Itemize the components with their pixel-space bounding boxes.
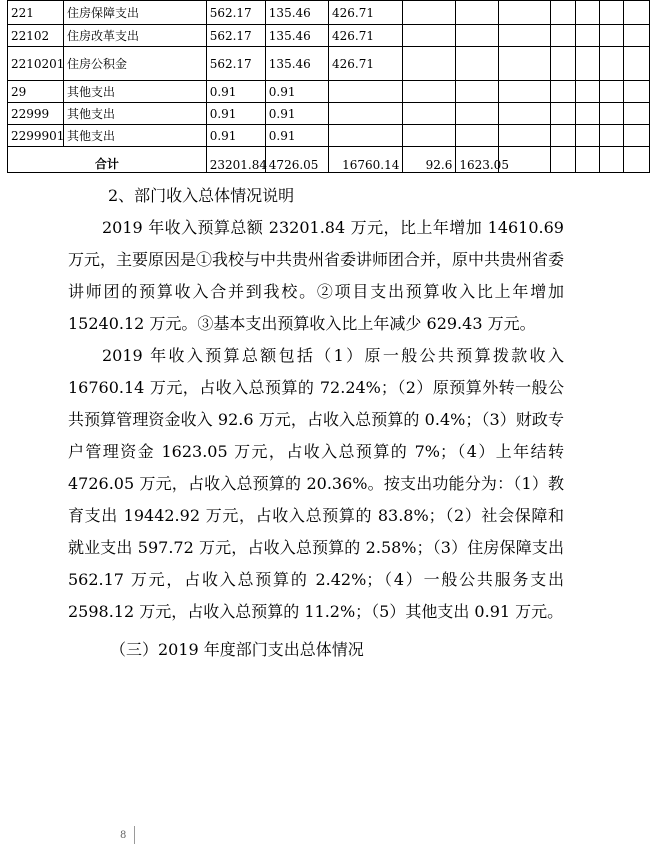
general-budget-cell: 16760.14 — [328, 147, 402, 173]
empty-cell — [624, 147, 650, 173]
general-budget-cell: 426.71 — [328, 25, 402, 47]
table-row — [8, 125, 650, 147]
carryover-cell: 0.91 — [265, 81, 328, 103]
special-fund-cell — [456, 125, 499, 147]
empty-cell — [499, 81, 551, 103]
total-income-cell: 562.17 — [206, 47, 265, 81]
carryover-cell: 135.46 — [265, 1, 328, 25]
extra-budget-cell — [403, 1, 456, 25]
subject-code-cell: 221 — [8, 1, 64, 25]
table-body — [8, 1, 650, 173]
table-row — [8, 103, 650, 125]
general-budget-cell — [328, 103, 402, 125]
empty-cell — [600, 47, 624, 81]
special-fund-cell — [456, 47, 499, 81]
table-row — [8, 81, 650, 103]
empty-cell — [575, 81, 599, 103]
empty-cell — [624, 1, 650, 25]
extra-budget-cell: 92.6 — [403, 147, 456, 173]
special-fund-cell — [456, 25, 499, 47]
subject-code-cell: 2299901 — [8, 125, 64, 147]
special-fund-cell — [456, 1, 499, 25]
total-income-cell: 0.91 — [206, 81, 265, 103]
total-income-cell: 562.17 — [206, 1, 265, 25]
total-income-cell: 23201.84 — [206, 147, 265, 173]
total-income-cell: 0.91 — [206, 125, 265, 147]
budget-table-container — [7, 0, 650, 173]
total-income-cell: 0.91 — [206, 103, 265, 125]
empty-cell — [624, 81, 650, 103]
section-heading: 2、部门收入总体情况说明 — [108, 186, 295, 205]
document-body — [68, 180, 564, 666]
empty-cell — [575, 47, 599, 81]
page-number: 8 — [120, 829, 127, 841]
budget-table — [7, 0, 650, 173]
empty-cell — [499, 47, 551, 81]
subject-code-cell: 22999 — [8, 103, 64, 125]
empty-cell — [600, 103, 624, 125]
extra-budget-cell — [403, 125, 456, 147]
general-budget-cell — [328, 125, 402, 147]
extra-budget-cell — [403, 25, 456, 47]
special-fund-cell — [456, 81, 499, 103]
empty-cell — [600, 125, 624, 147]
subject-name-cell: 住房改革支出 — [64, 25, 207, 47]
empty-cell — [499, 125, 551, 147]
empty-cell — [551, 147, 575, 173]
empty-cell — [551, 25, 575, 47]
empty-cell — [600, 81, 624, 103]
subject-code-cell: 2210201 — [8, 47, 64, 81]
subject-name-cell: 其他支出 — [64, 103, 207, 125]
subject-name-cell: 住房公积金 — [64, 47, 207, 81]
general-budget-cell: 426.71 — [328, 47, 402, 81]
total-label-cell: 合计 — [8, 147, 207, 173]
empty-cell — [551, 103, 575, 125]
extra-budget-cell — [403, 47, 456, 81]
extra-budget-cell — [403, 103, 456, 125]
page-footer — [120, 826, 135, 844]
subject-name-cell: 住房保障支出 — [64, 1, 207, 25]
general-budget-cell: 426.71 — [328, 1, 402, 25]
empty-cell — [551, 1, 575, 25]
empty-cell — [575, 103, 599, 125]
empty-cell — [575, 125, 599, 147]
empty-cell — [575, 1, 599, 25]
table-row — [8, 1, 650, 25]
extra-budget-cell — [403, 81, 456, 103]
empty-cell — [600, 25, 624, 47]
empty-cell — [624, 103, 650, 125]
general-budget-cell — [328, 81, 402, 103]
empty-cell — [575, 25, 599, 47]
empty-cell — [624, 47, 650, 81]
empty-cell — [551, 47, 575, 81]
empty-cell — [499, 103, 551, 125]
empty-cell — [600, 147, 624, 173]
subsection-heading: （三）2019 年度部门支出总体情况 — [110, 640, 364, 659]
empty-cell — [600, 1, 624, 25]
empty-cell — [499, 1, 551, 25]
subject-code-cell: 29 — [8, 81, 64, 103]
subject-name-cell: 其他支出 — [64, 125, 207, 147]
subject-name-cell: 其他支出 — [64, 81, 207, 103]
empty-cell — [499, 25, 551, 47]
subject-code-cell: 22102 — [8, 25, 64, 47]
carryover-cell: 0.91 — [265, 125, 328, 147]
special-fund-cell: 1623.05 — [456, 147, 499, 173]
empty-cell — [551, 125, 575, 147]
paragraph-income-breakdown: 2019 年收入预算总额包括（1）原一般公共预算拨款收入 16760.14 万元，占收入总预算的 72.24%；（2）原预算外转一般公共预算管理资金收入 92.6 万元，占收入总预算的 0.4%；（3）财政专户管理资金 1623.05 万元，占收入总预算的 7%；（4）上年结转 4726.05 万元，占收入总预算的 20.36%。按支出功能分为：（1）教育支出 19442.92 万元，占收入总预算的 83.8%；（2）社会保障和就业支出 597.72 万元，占收入总预算的 2.58%；（3）住房保障支出 562.17 万元，占收入总预算的 2.42%；（4）一般公共服务支出 2598.12 万元，占收入总预算的 11.2%；（5）其他支出 0.91 万元。 — [68, 346, 564, 621]
table-row — [8, 47, 650, 81]
footer-divider — [134, 826, 135, 844]
empty-cell — [624, 125, 650, 147]
total-row — [8, 147, 650, 173]
table-row — [8, 25, 650, 47]
total-income-cell: 562.17 — [206, 25, 265, 47]
carryover-cell: 135.46 — [265, 47, 328, 81]
special-fund-cell — [456, 103, 499, 125]
carryover-cell: 0.91 — [265, 103, 328, 125]
carryover-cell: 135.46 — [265, 25, 328, 47]
empty-cell — [624, 25, 650, 47]
empty-cell — [551, 81, 575, 103]
empty-cell — [575, 147, 599, 173]
carryover-cell: 4726.05 — [265, 147, 328, 173]
paragraph-income-total: 2019 年收入预算总额 23201.84 万元，比上年增加 14610.69 万元，主要原因是①我校与中共贵州省委讲师团合并，原中共贵州省委讲师团的预算收入合并到我校。②项目支出预算收入比上年增加 15240.12 万元。③基本支出预算收入比上年减少 629.43 万元。 — [68, 218, 565, 333]
